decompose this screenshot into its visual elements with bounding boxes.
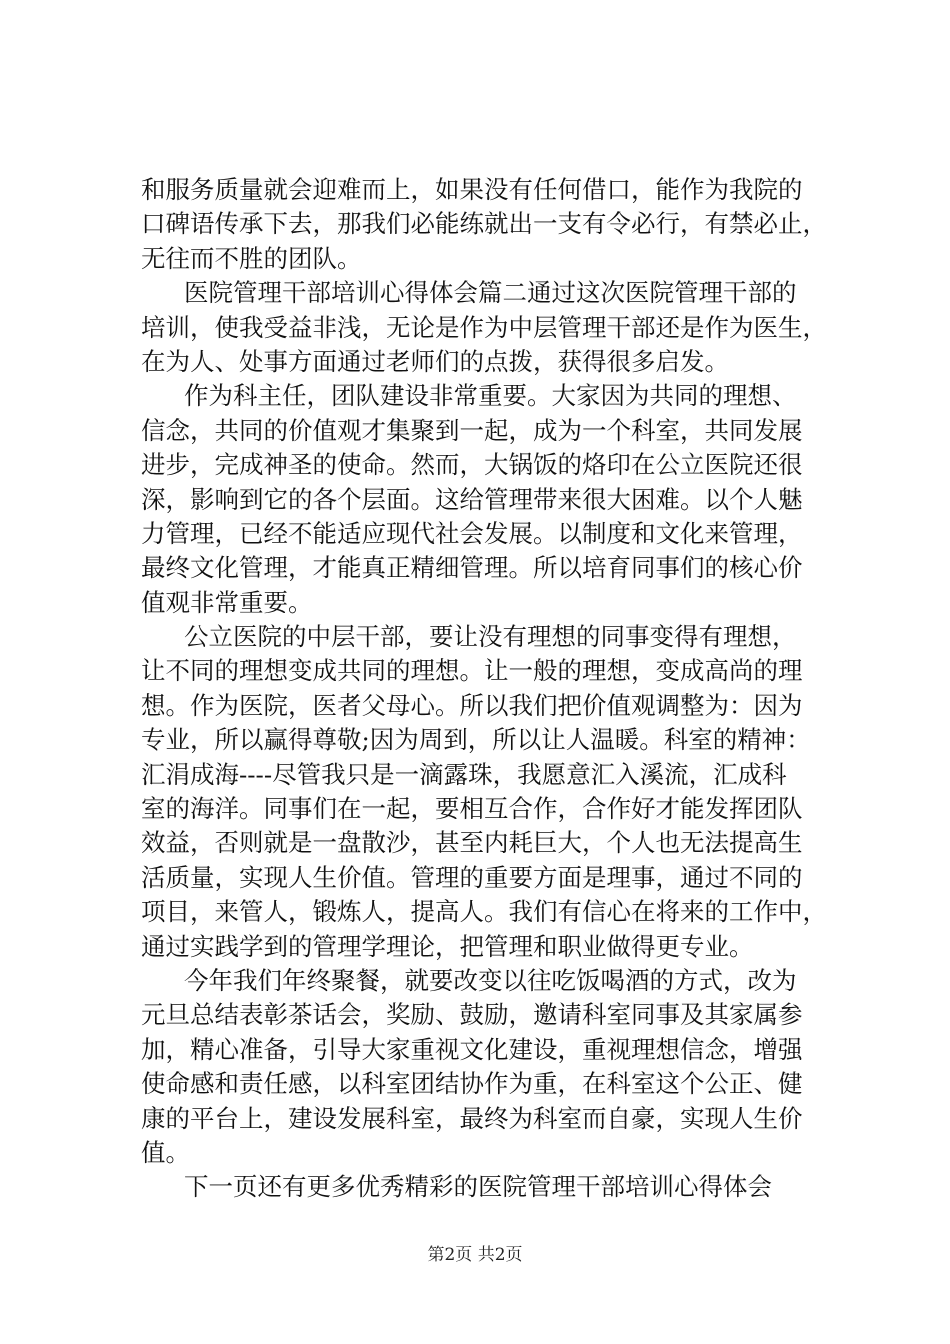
text-line: 信念，共同的价值观才集聚到一起，成为一个科室，共同发展 — [141, 415, 803, 445]
text-line: 公立医院的中层干部，要让没有理想的同事变得有理想， — [184, 622, 797, 652]
text-line: 最终文化管理，才能真正精细管理。所以培育同事们的核心价 — [141, 553, 803, 583]
text-line: 值观非常重要。 — [141, 587, 313, 617]
text-line: 下一页还有更多优秀精彩的医院管理干部培训心得体会 — [184, 1172, 772, 1202]
text-line: 室的海洋。同事们在一起，要相互合作，合作好才能发挥团队 — [141, 794, 803, 824]
text-line: 效益，否则就是一盘散沙，甚至内耗巨大，个人也无法提高生 — [141, 828, 803, 858]
text-line: 专业，所以赢得尊敬;因为周到，所以让人温暖。科室的精神： — [141, 725, 811, 755]
text-line: 作为科主任，团队建设非常重要。大家因为共同的理想、 — [184, 381, 797, 411]
text-line: 项目，来管人，锻炼人，提高人。我们有信心在将来的工作中， — [141, 897, 827, 927]
text-line: 无往而不胜的团队。 — [141, 243, 362, 273]
text-line: 今年我们年终聚餐，就要改变以往吃饭喝酒的方式，改为 — [184, 965, 797, 995]
text-line: 深，影响到它的各个层面。这给管理带来很大困难。以个人魅 — [141, 484, 803, 514]
text-line: 汇涓成海----尽管我只是一滴露珠，我愿意汇入溪流，汇成科 — [141, 759, 787, 789]
text-line: 使命感和责任感，以科室团结协作为重，在科室这个公正、健 — [141, 1069, 803, 1099]
text-line: 让不同的理想变成共同的理想。让一般的理想，变成高尚的理 — [141, 656, 803, 686]
page-footer: 第2页 共2页 — [427, 1245, 523, 1265]
text-line: 进步，完成神圣的使命。然而，大锅饭的烙印在公立医院还很 — [141, 450, 803, 480]
text-line: 元旦总结表彰茶话会，奖励、鼓励，邀请科室同事及其家属参 — [141, 1000, 803, 1030]
text-line: 培训，使我受益非浅，无论是作为中层管理干部还是作为医生， — [141, 312, 827, 342]
text-line: 想。作为医院，医者父母心。所以我们把价值观调整为：因为 — [141, 690, 803, 720]
text-line: 加，精心准备，引导大家重视文化建设，重视理想信念，增强 — [141, 1034, 803, 1064]
text-line: 值。 — [141, 1137, 190, 1167]
text-line: 活质量，实现人生价值。管理的重要方面是理事，通过不同的 — [141, 862, 803, 892]
text-line: 在为人、处事方面通过老师们的点拨，获得很多启发。 — [141, 346, 729, 376]
text-line: 和服务质量就会迎难而上，如果没有任何借口，能作为我院的 — [141, 175, 803, 204]
text-line: 通过实践学到的管理学理论，把管理和职业做得更专业。 — [141, 931, 754, 961]
text-line: 康的平台上，建设发展科室，最终为科室而自豪，实现人生价 — [141, 1103, 803, 1133]
text-line: 医院管理干部培训心得体会篇二通过这次医院管理干部的 — [184, 278, 797, 308]
text-line: 口碑语传承下去，那我们必能练就出一支有令必行，有禁必止， — [141, 209, 827, 239]
text-line: 力管理，已经不能适应现代社会发展。以制度和文化来管理， — [141, 518, 803, 548]
document-body — [141, 173, 841, 1205]
